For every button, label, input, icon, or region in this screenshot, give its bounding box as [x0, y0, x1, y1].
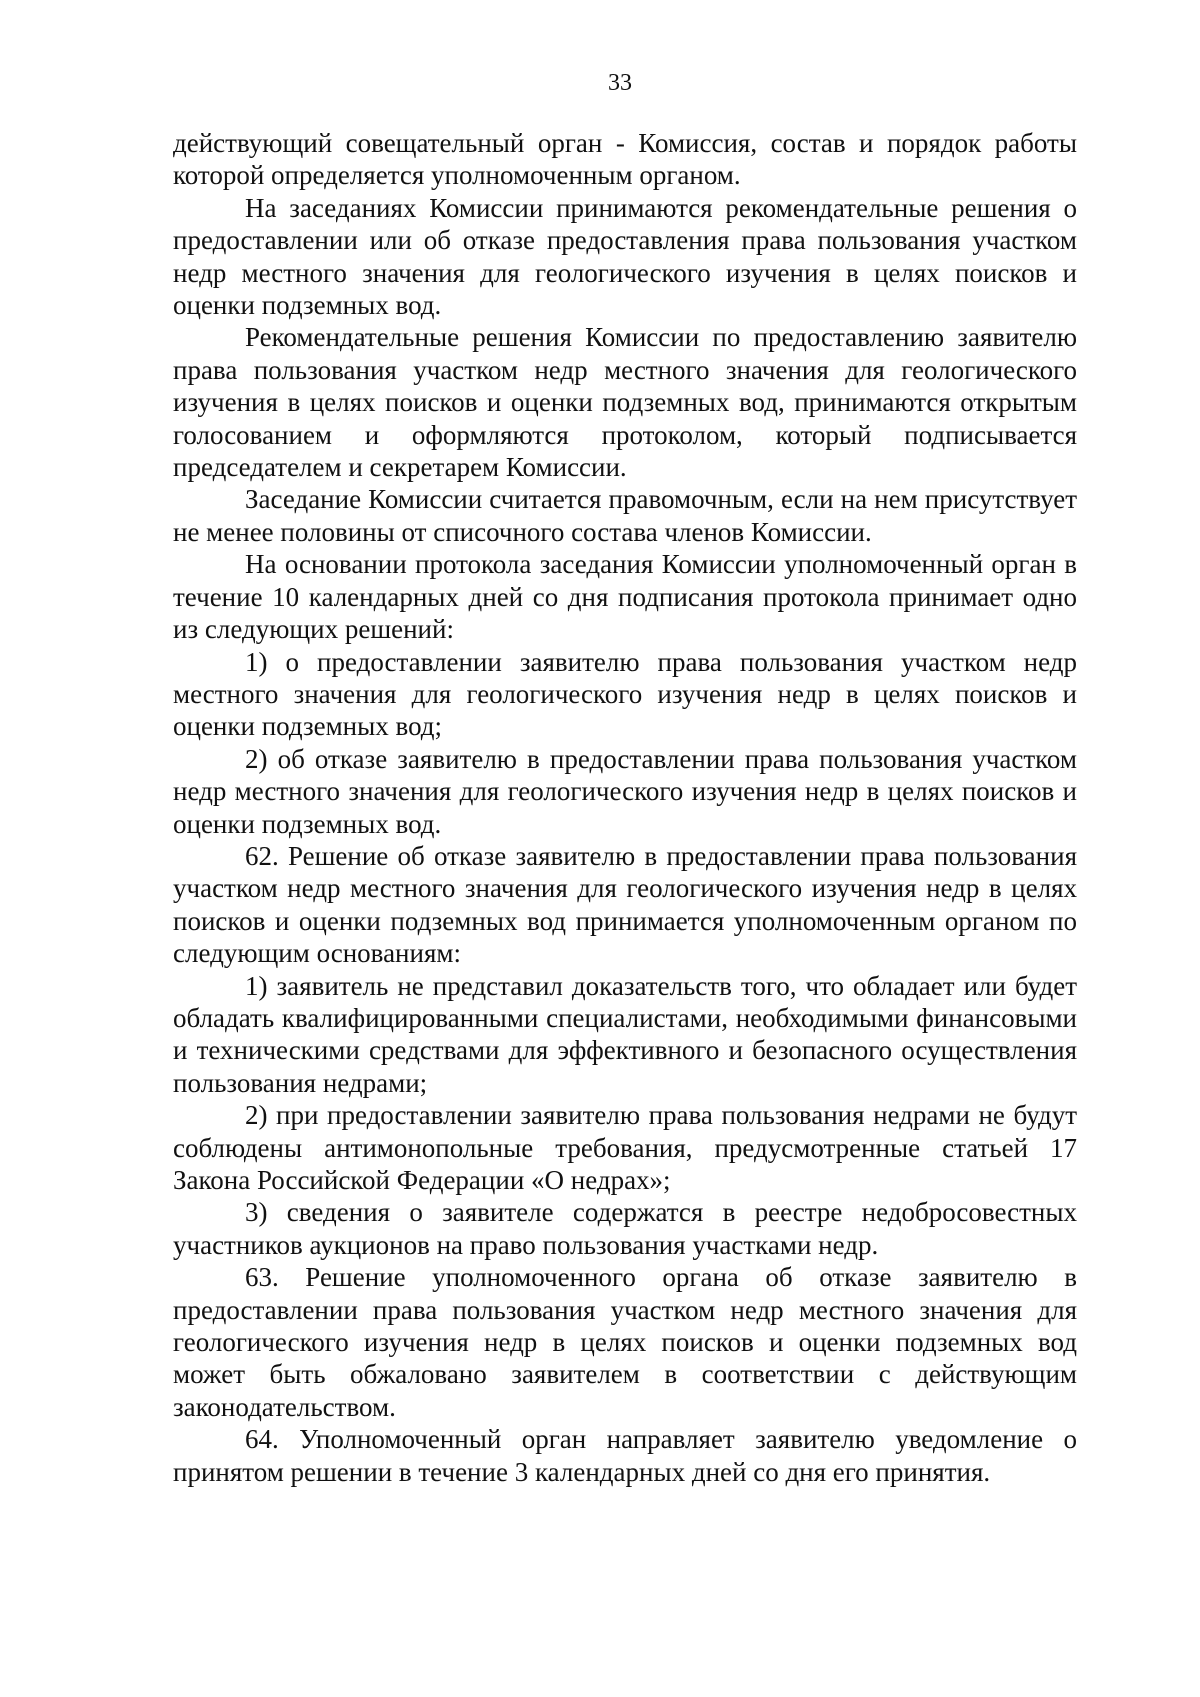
paragraph-quorum: Заседание Комиссии считается правомочным, если на нем присутствует не менее половины от списочного состава членов Комиссии. — [173, 484, 1077, 547]
paragraph-recommendations-voting: Рекомендательные решения Комиссии по предоставлению заявителю права пользования участком недр местного значения для геологического изучения в целях поисков и оценки подземных вод, принимаются открытым голосованием и оформляются протоколом, который подписывается председателем и секретарем Комиссии. — [173, 322, 1077, 483]
clause-64: 64. Уполномоченный орган направляет заявителю уведомление о принятом решении в течение 3 календарных дней со дня его принятия. — [173, 1424, 1077, 1487]
list-item-no-evidence: 1) заявитель не представил доказательств того, что обладает или будет обладать квалифицированными специалистами, необходимыми финансовыми и техническими средствами для эффективного и безопасного осуществления пользования недрами; — [173, 970, 1077, 1098]
paragraph-continuation: действующий совещательный орган - Комиссия, состав и порядок работы которой определяется уполномоченным органом. — [173, 128, 1077, 191]
document-body — [173, 127, 1077, 1488]
clause-62: 62. Решение об отказе заявителю в предоставлении права пользования участком недр местного значения для геологического изучения недр в целях поисков и оценки подземных вод принимается уполномоченным органом по следующим основаниям: — [173, 840, 1077, 969]
list-item-antimonopoly: 2) при предоставлении заявителю права пользования недрами не будут соблюдены антимонопольные требования, предусмотренные статьей 17 Закона Российской Федерации «О недрах»; — [173, 1100, 1077, 1195]
list-item-refusal: 2) об отказе заявителю в предоставлении права пользования участком недр местного значения для геологического изучения недр в целях поисков и оценки подземных вод. — [173, 743, 1077, 839]
list-item-registry: 3) сведения о заявителе содержатся в реестре недобросовестных участников аукционов на право пользования участками недр. — [173, 1197, 1077, 1260]
page-number: 33 — [608, 70, 632, 96]
clause-63: 63. Решение уполномоченного органа об отказе заявителю в предоставлении права пользования участком недр местного значения для геологического изучения недр в целях поисков и оценки подземных вод может быть обжаловано заявителем в соответствии с действующим законодательством. — [173, 1262, 1077, 1422]
paragraph-decision-basis: На основании протокола заседания Комиссии уполномоченный орган в течение 10 календарных дней со дня подписания протокола принимает одно из следующих решений: — [173, 549, 1077, 645]
list-item-grant: 1) о предоставлении заявителю права пользования участком недр местного значения для геологического изучения недр в целях поисков и оценки подземных вод; — [173, 646, 1077, 742]
paragraph-commission-meetings: На заседаниях Комиссии принимаются рекомендательные решения о предоставлении или об отказе предоставления права пользования участком недр местного значения для геологического изучения в целях поисков и оценки подземных вод. — [173, 192, 1077, 321]
